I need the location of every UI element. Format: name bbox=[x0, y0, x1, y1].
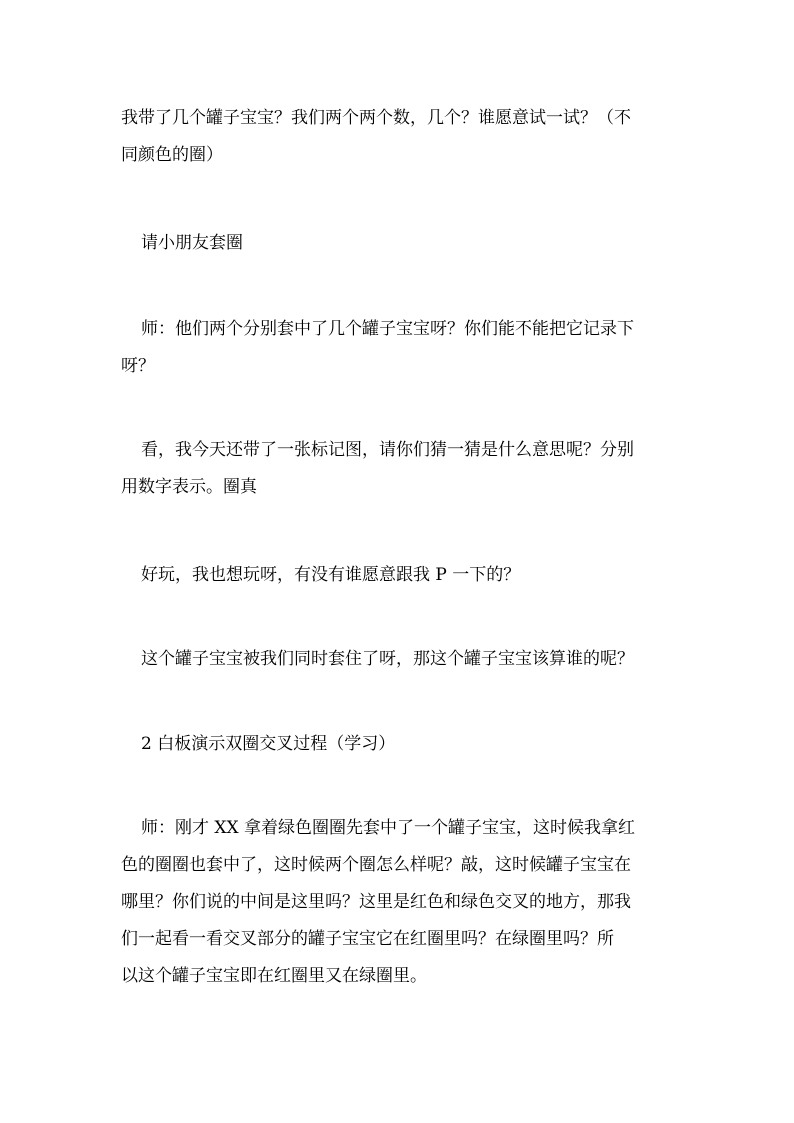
text-line: 请小朋友套圈 bbox=[141, 233, 243, 253]
text-line: 用数字表示。圈真 bbox=[121, 477, 257, 497]
section-heading: 2 白板演示双圈交叉过程（学习） bbox=[141, 734, 396, 754]
text-line: 师：他们两个分别套中了几个罐子宝宝呀？你们能不能把它记录下 bbox=[141, 319, 634, 339]
paragraph-fun-play bbox=[121, 557, 677, 594]
text-line: 哪里？你们说的中间是这里吗？这里是红色和绿色交叉的地方，那我 bbox=[121, 892, 631, 912]
paragraph-marker-chart bbox=[121, 432, 677, 506]
text-line: 呀？ bbox=[121, 356, 155, 376]
text-line: 这个罐子宝宝被我们同时套住了呀，那这个罐子宝宝该算谁的呢？ bbox=[141, 649, 634, 669]
text-line: 我带了几个罐子宝宝？我们两个两个数，几个？谁愿意试一试？（不 bbox=[121, 108, 631, 128]
paragraph-overlap-explanation bbox=[121, 810, 677, 995]
paragraph-shared-jar bbox=[121, 641, 677, 678]
text-line: 同颜色的圈） bbox=[121, 145, 223, 165]
paragraph-counting-jars bbox=[121, 100, 677, 174]
text-line: 看，我今天还带了一张标记图，请你们猜一猜是什么意思呢？分别 bbox=[141, 440, 634, 460]
paragraph-record-question bbox=[121, 311, 677, 385]
text-line: 色的圈圈也套中了，这时候两个圈怎么样呢？敲，这时候罐子宝宝在 bbox=[121, 855, 631, 875]
text-line: 以这个罐子宝宝即在红圈里又在绿圈里。 bbox=[121, 966, 427, 986]
text-line: 好玩，我也想玩呀，有没有谁愿意跟我 P 一下的？ bbox=[141, 565, 521, 585]
text-line: 们一起看一看交叉部分的罐子宝宝它在红圈里吗？在绿圈里吗？所 bbox=[121, 929, 614, 949]
text-line: 师：刚才 XX 拿着绿色圈圈先套中了一个罐子宝宝，这时候我拿红 bbox=[141, 818, 636, 838]
paragraph-section-heading bbox=[121, 726, 677, 763]
paragraph-ring-toss bbox=[121, 225, 677, 262]
